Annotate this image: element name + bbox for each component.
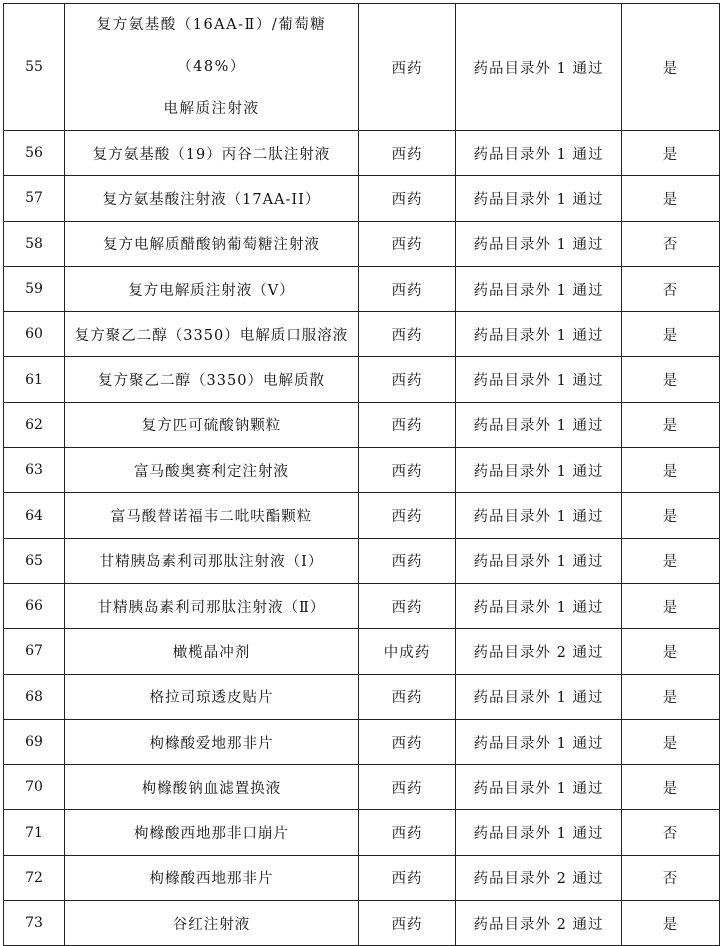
approval-channel: 药品目录外 1 通过 [456, 583, 622, 628]
row-number: 62 [4, 402, 65, 447]
drug-name: 枸橼酸爱地那非片 [65, 719, 359, 764]
table-row [4, 402, 720, 447]
row-number: 69 [4, 719, 65, 764]
drug-name: 复方匹可硫酸钠颗粒 [65, 402, 359, 447]
row-number: 63 [4, 448, 65, 493]
flag-value: 否 [622, 266, 720, 311]
row-number: 67 [4, 629, 65, 674]
table-row [4, 855, 720, 900]
table-row [4, 583, 720, 628]
flag-value: 是 [622, 448, 720, 493]
approval-channel: 药品目录外 1 通过 [456, 176, 622, 221]
drug-type: 西药 [359, 266, 456, 311]
row-number: 55 [4, 4, 65, 131]
drug-name: 富马酸奥赛利定注射液 [65, 448, 359, 493]
table-row [4, 131, 720, 176]
table-row [4, 765, 720, 810]
flag-value: 是 [622, 901, 720, 946]
row-number: 61 [4, 357, 65, 402]
approval-channel: 药品目录外 1 通过 [456, 493, 622, 538]
flag-value: 是 [622, 312, 720, 357]
drug-type: 西药 [359, 583, 456, 628]
table-row [4, 221, 720, 266]
row-number: 56 [4, 131, 65, 176]
flag-value: 是 [622, 765, 720, 810]
drug-name: 枸橼酸钠血滤置换液 [65, 765, 359, 810]
approval-channel: 药品目录外 1 通过 [456, 765, 622, 810]
table-body [4, 4, 720, 946]
table-row [4, 901, 720, 946]
approval-channel: 药品目录外 1 通过 [456, 448, 622, 493]
approval-channel: 药品目录外 1 通过 [456, 674, 622, 719]
flag-value: 否 [622, 855, 720, 900]
drug-name: 甘精胰岛素利司那肽注射液（Ⅰ） [65, 538, 359, 583]
drug-type: 西药 [359, 402, 456, 447]
drug-name: 枸橼酸西地那非片 [65, 855, 359, 900]
drug-name: 甘精胰岛素利司那肽注射液（Ⅱ） [65, 583, 359, 628]
row-number: 57 [4, 176, 65, 221]
row-number: 73 [4, 901, 65, 946]
flag-value: 是 [622, 719, 720, 764]
drug-name [65, 4, 359, 131]
drug-type: 中成药 [359, 629, 456, 674]
approval-channel: 药品目录外 1 通过 [456, 4, 622, 131]
drug-name-line2: 电解质注射液 [163, 101, 260, 117]
approval-channel: 药品目录外 2 通过 [456, 901, 622, 946]
drug-type: 西药 [359, 765, 456, 810]
drug-name: 复方电解质醋酸钠葡萄糖注射液 [65, 221, 359, 266]
flag-value: 否 [622, 810, 720, 855]
flag-value: 是 [622, 4, 720, 131]
row-number: 58 [4, 221, 65, 266]
approval-channel: 药品目录外 2 通过 [456, 629, 622, 674]
row-number: 68 [4, 674, 65, 719]
drug-name: 谷红注射液 [65, 901, 359, 946]
table-row [4, 810, 720, 855]
drug-type: 西药 [359, 448, 456, 493]
drug-type: 西药 [359, 493, 456, 538]
flag-value: 是 [622, 357, 720, 402]
drug-name: 复方氨基酸（19）丙谷二肽注射液 [65, 131, 359, 176]
drug-name: 枸橼酸西地那非口崩片 [65, 810, 359, 855]
table-row [4, 719, 720, 764]
table-row [4, 538, 720, 583]
flag-value: 是 [622, 674, 720, 719]
drug-type: 西药 [359, 221, 456, 266]
table-row [4, 493, 720, 538]
approval-channel: 药品目录外 1 通过 [456, 221, 622, 266]
flag-value: 是 [622, 629, 720, 674]
approval-channel: 药品目录外 1 通过 [456, 402, 622, 447]
approval-channel: 药品目录外 1 通过 [456, 312, 622, 357]
approval-channel: 药品目录外 1 通过 [456, 719, 622, 764]
drug-type: 西药 [359, 810, 456, 855]
drug-name: 复方聚乙二醇（3350）电解质口服溶液 [65, 312, 359, 357]
drug-name: 橄榄晶冲剂 [65, 629, 359, 674]
flag-value: 否 [622, 221, 720, 266]
drug-name: 复方电解质注射液（V） [65, 266, 359, 311]
drug-type: 西药 [359, 4, 456, 131]
drug-name: 复方氨基酸注射液（17AA-II） [65, 176, 359, 221]
approval-channel: 药品目录外 1 通过 [456, 266, 622, 311]
approval-channel: 药品目录外 1 通过 [456, 810, 622, 855]
drug-list-table [3, 3, 720, 946]
row-number: 60 [4, 312, 65, 357]
row-number: 64 [4, 493, 65, 538]
drug-name: 富马酸替诺福韦二吡呋酯颗粒 [65, 493, 359, 538]
table-row [4, 312, 720, 357]
drug-type: 西药 [359, 131, 456, 176]
approval-channel: 药品目录外 1 通过 [456, 131, 622, 176]
drug-type: 西药 [359, 901, 456, 946]
table-row [4, 266, 720, 311]
flag-value: 是 [622, 131, 720, 176]
drug-type: 西药 [359, 855, 456, 900]
flag-value: 是 [622, 583, 720, 628]
row-number: 70 [4, 765, 65, 810]
row-number: 65 [4, 538, 65, 583]
drug-name-line1: 复方氨基酸（16AA-Ⅱ）/葡萄糖（48%） [96, 17, 327, 75]
table-row [4, 674, 720, 719]
approval-channel: 药品目录外 1 通过 [456, 538, 622, 583]
flag-value: 是 [622, 538, 720, 583]
row-number: 59 [4, 266, 65, 311]
drug-type: 西药 [359, 312, 456, 357]
drug-name: 复方聚乙二醇（3350）电解质散 [65, 357, 359, 402]
table-row [4, 176, 720, 221]
drug-type: 西药 [359, 176, 456, 221]
flag-value: 是 [622, 493, 720, 538]
drug-type: 西药 [359, 357, 456, 402]
flag-value: 是 [622, 176, 720, 221]
table-row [4, 4, 720, 131]
row-number: 71 [4, 810, 65, 855]
table-row [4, 357, 720, 402]
table-row [4, 448, 720, 493]
drug-type: 西药 [359, 674, 456, 719]
flag-value: 是 [622, 402, 720, 447]
row-number: 72 [4, 855, 65, 900]
row-number: 66 [4, 583, 65, 628]
table-row [4, 629, 720, 674]
drug-type: 西药 [359, 719, 456, 764]
approval-channel: 药品目录外 2 通过 [456, 855, 622, 900]
drug-name: 格拉司琼透皮贴片 [65, 674, 359, 719]
drug-type: 西药 [359, 538, 456, 583]
approval-channel: 药品目录外 1 通过 [456, 357, 622, 402]
